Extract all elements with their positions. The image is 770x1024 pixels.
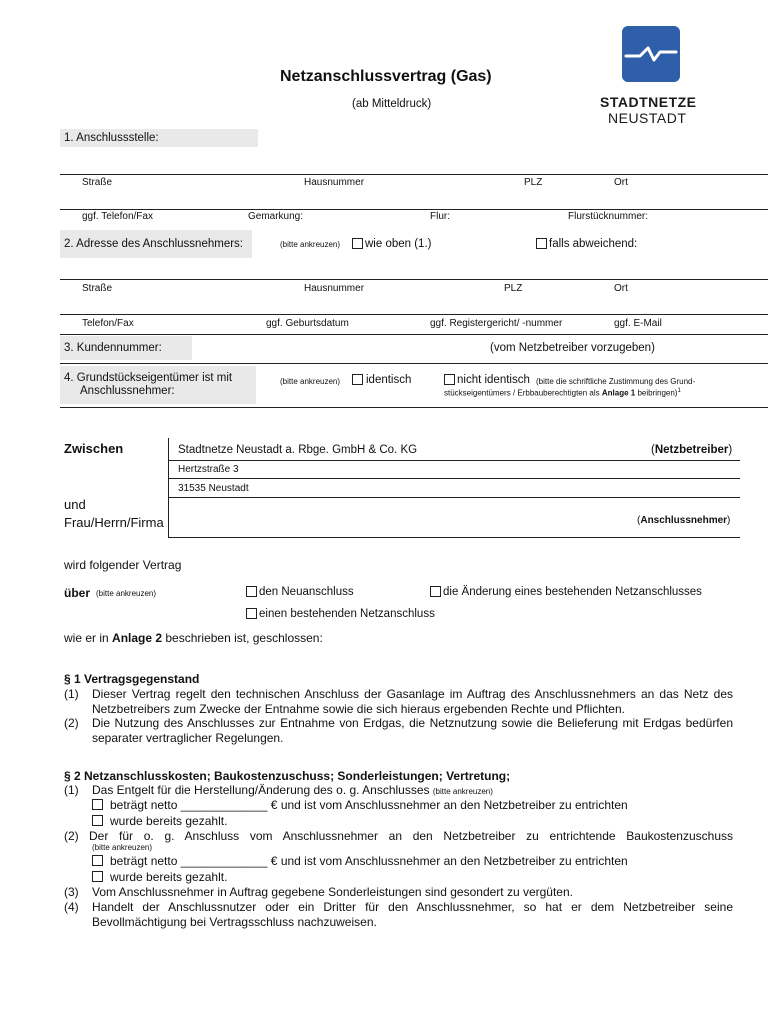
par2-item3-num: (3)	[64, 885, 79, 899]
divider	[60, 407, 768, 408]
s2-city-label: Ort	[614, 283, 628, 294]
contract-intro: wird folgender Vertrag	[64, 558, 182, 572]
divider	[60, 279, 768, 280]
pulse-wave-logo-icon	[622, 26, 680, 82]
change-connection-checkbox[interactable]	[430, 586, 441, 597]
par2-item4: Handelt der Anschlussnutzer oder ein Dritter für den Anschlussnehmer, so hat er dem Netzbetreiber seine Bevollmächtigung bei Vertragsschluss nachzuweisen.	[92, 900, 733, 929]
different-address-label: falls abweichend:	[549, 238, 638, 250]
section4-label-line2: Anschlussnehmer:	[80, 385, 175, 397]
divider	[60, 174, 768, 175]
operator-street: Hertzstraße 3	[178, 464, 239, 475]
divider	[168, 460, 740, 461]
same-address-label: wie oben (1.)	[365, 238, 432, 250]
section3-label: 3. Kundennummer:	[64, 342, 162, 354]
par2-heading: § 2 Netzanschlusskosten; Baukostenzuschuss; Sonderleistungen; Vertretung;	[64, 769, 511, 783]
existing-connection-label: einen bestehenden Netzanschluss	[259, 608, 435, 620]
s1-district-label: Gemarkung:	[248, 211, 304, 222]
s1-street-label: Straße	[82, 177, 113, 188]
owner-not-identical-checkbox[interactable]	[444, 374, 455, 385]
fee-amount-checkbox[interactable]	[92, 799, 103, 810]
same-address-checkbox[interactable]	[352, 238, 363, 249]
s1-house-label: Hausnummer	[304, 177, 365, 188]
par2-item3: Vom Anschlussnehmer in Auftrag gegebene Sonderleistungen sind gesondert zu vergüten.	[92, 885, 573, 899]
document-title: Netzanschlussvertrag (Gas)	[280, 68, 492, 85]
operator-role: (Netzbetreiber)	[651, 444, 733, 456]
par1-item1: Dieser Vertrag regelt den technischen Anschluss der Gasanlage im Auftrag des Anschlussnehmers an das Netz des Netzbetreibers zum Zwecke der Entnahme sowie die sich hieraus ergebenden Rechte und Pflichten.	[92, 687, 733, 716]
par1-item2: Die Nutzung des Anschlusses zur Entnahme von Erdgas, die Netznutzung sowie die Belieferung mit Erdgas bedürfen separater vertraglicher Regelungen.	[92, 716, 733, 745]
s2-street-label: Straße	[82, 283, 113, 294]
logo-text-line2: NEUSTADT	[608, 110, 687, 126]
fee-paid-checkbox[interactable]	[92, 815, 103, 826]
divider	[168, 497, 740, 498]
divider	[168, 478, 740, 479]
owner-note-line1: (bitte die schriftliche Zustimmung des Grund-	[536, 377, 696, 386]
contribution-amount-label: beträgt netto _____________ € und ist vom Anschlussnehmer an den Netzbetreiber zu entrichten	[110, 854, 628, 868]
contribution-paid-label: wurde bereits gezahlt.	[110, 870, 228, 884]
new-connection-checkbox[interactable]	[246, 586, 257, 597]
owner-note-line2: stückseigentümers / Erbbauberechtigten als Anlage 1 beibringen)$^1$	[444, 388, 681, 398]
divider	[60, 334, 768, 335]
section4-label-line1: 4. Grundstückseigentümer ist mit	[64, 372, 233, 384]
contract-over: über	[64, 586, 91, 600]
customer-label: Frau/Herrn/Firma	[64, 515, 164, 530]
par2-item2: Der für o. g. Anschluss vom Anschlussnehmer an den Netzbetreiber zu entrichtende Baukostenzuschuss	[89, 829, 733, 843]
divider	[60, 314, 768, 315]
different-address-checkbox[interactable]	[536, 238, 547, 249]
par2-item1-num: (1)	[64, 783, 79, 797]
s2-house-label: Hausnummer	[304, 283, 365, 294]
contract-closing: wie er in Anlage 2 beschrieben ist, geschlossen:	[64, 631, 323, 645]
change-connection-label: die Änderung eines bestehenden Netzanschlusses	[443, 586, 702, 598]
s2-phone-label: Telefon/Fax	[82, 318, 134, 329]
fee-amount-label: beträgt netto _____________ € und ist vom Anschlussnehmer an den Netzbetreiber zu entrichten	[110, 798, 628, 812]
s1-phone-label: ggf. Telefon/Fax	[82, 211, 153, 222]
contribution-amount-checkbox[interactable]	[92, 855, 103, 866]
existing-connection-checkbox[interactable]	[246, 608, 257, 619]
between-label: Zwischen	[64, 441, 124, 456]
operator-name: Stadtnetze Neustadt a. Rbge. GmbH & Co. KG	[178, 444, 418, 456]
s2-hint: (bitte ankreuzen)	[280, 240, 341, 249]
section2-label: 2. Adresse des Anschlussnehmers:	[64, 238, 243, 250]
contract-over-hint: (bitte ankreuzen)	[96, 589, 157, 598]
divider	[60, 363, 768, 364]
owner-identical-checkbox[interactable]	[352, 374, 363, 385]
s2-birth-label: ggf. Geburtsdatum	[266, 318, 349, 329]
document-subtitle: (ab Mitteldruck)	[352, 98, 432, 110]
s2-register-label: ggf. Registergericht/ -nummer	[430, 318, 563, 329]
section1-label: 1. Anschlussstelle:	[64, 132, 159, 144]
divider	[168, 537, 740, 538]
s2-email-label: ggf. E-Mail	[614, 318, 662, 329]
customer-number-note: (vom Netzbetreiber vorzugeben)	[490, 342, 655, 354]
logo-text-line1: STADTNETZE	[600, 94, 697, 110]
par1-heading: § 1 Vertragsgegenstand	[64, 672, 200, 686]
par2-item4-num: (4)	[64, 900, 79, 914]
s1-field-label: Flur:	[430, 211, 450, 222]
par2-item1: Das Entgelt für die Herstellung/Änderung des o. g. Anschlusses (bitte ankreuzen)	[92, 783, 493, 797]
and-label: und	[64, 497, 86, 512]
par2-item2-num: (2)	[64, 829, 79, 843]
par1-item1-num: (1)	[64, 687, 79, 701]
par2-item2-hint: (bitte ankreuzen)	[92, 843, 153, 852]
par1-item2-num: (2)	[64, 716, 79, 730]
fee-paid-label: wurde bereits gezahlt.	[110, 814, 228, 828]
s1-city-label: Ort	[614, 177, 628, 188]
s4-hint: (bitte ankreuzen)	[280, 377, 341, 386]
owner-not-identical-label: nicht identisch	[457, 374, 530, 386]
contribution-paid-checkbox[interactable]	[92, 871, 103, 882]
operator-city: 31535 Neustadt	[178, 483, 249, 494]
divider	[60, 209, 768, 210]
s1-zip-label: PLZ	[524, 177, 543, 188]
new-connection-label: den Neuanschluss	[259, 586, 354, 598]
parties-divider-vertical	[168, 438, 169, 538]
customer-role: (Anschlussnehmer)	[637, 515, 731, 526]
s2-zip-label: PLZ	[504, 283, 523, 294]
owner-identical-label: identisch	[366, 374, 412, 386]
s1-parcel-label: Flurstücknummer:	[568, 211, 649, 222]
